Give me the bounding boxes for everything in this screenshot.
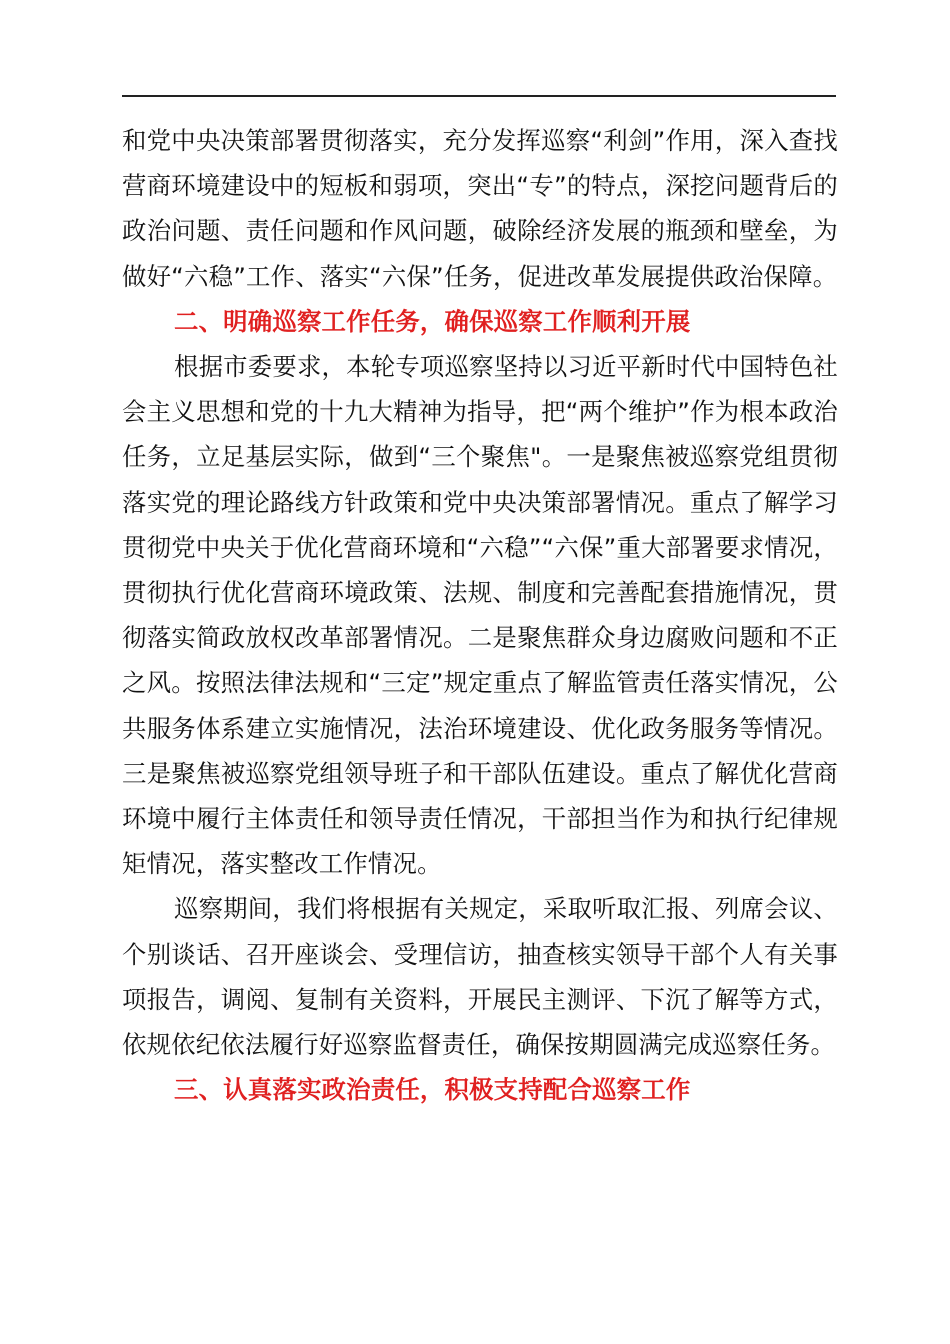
paragraph-tasks: 根据市委要求，本轮专项巡察坚持以习近平新时代中国特色社会主义思想和党的十九大精神为指导，把“两个维护”作为根本政治任务，立足基层实际，做到“三个聚焦"。一是聚焦被巡察党组贯彻落实党的理论路线方针政策和党中央决策部署情况。重点了解学习贯彻党中央关于优化营商环境和“六稳”“六保”重大部署要求情况，贯彻执行优化营商环境政策、法规、制度和完善配套措施情况，贯彻落实简政放权改革部署情况。二是聚焦群众身边腐败问题和不正之风。按照法律法规和“三定”规定重点了解监管责任落实情况，公共服务体系建立实施情况，法治环境建设、优化政务服务等情况。三是聚焦被巡察党组领导班子和干部队伍建设。重点了解优化营商环境中履行主体责任和领导责任情况，干部担当作为和执行纪律规矩情况，落实整改工作情况。 bbox=[122, 352, 838, 879]
header-rule bbox=[122, 95, 836, 97]
section-heading-3: 三、认真落实政治责任，积极支持配合巡察工作 bbox=[174, 1075, 691, 1105]
section-heading-2: 二、明确巡察工作任务，确保巡察工作顺利开展 bbox=[174, 306, 691, 336]
paragraph-methods: 巡察期间，我们将根据有关规定，采取听取汇报、列席会议、个别谈话、召开座谈会、受理信访，抽查核实领导干部个人有关事项报告，调阅、复制有关资料，开展民主测评、下沉了解等方式，依规依纪依法履行好巡察监督责任，确保按期圆满完成巡察任务。 bbox=[122, 894, 838, 1060]
document-body bbox=[122, 118, 838, 1112]
paragraph-continued: 和党中央决策部署贯彻落实，充分发挥巡察“利剑”作用，深入查找营商环境建设中的短板和弱项，突出“专”的特点，深挖问题背后的政治问题、责任问题和作风问题，破除经济发展的瓶颈和壁垒，为做好“六稳”工作、落实“六保”任务，促进改革发展提供政治保障。 bbox=[122, 126, 838, 291]
